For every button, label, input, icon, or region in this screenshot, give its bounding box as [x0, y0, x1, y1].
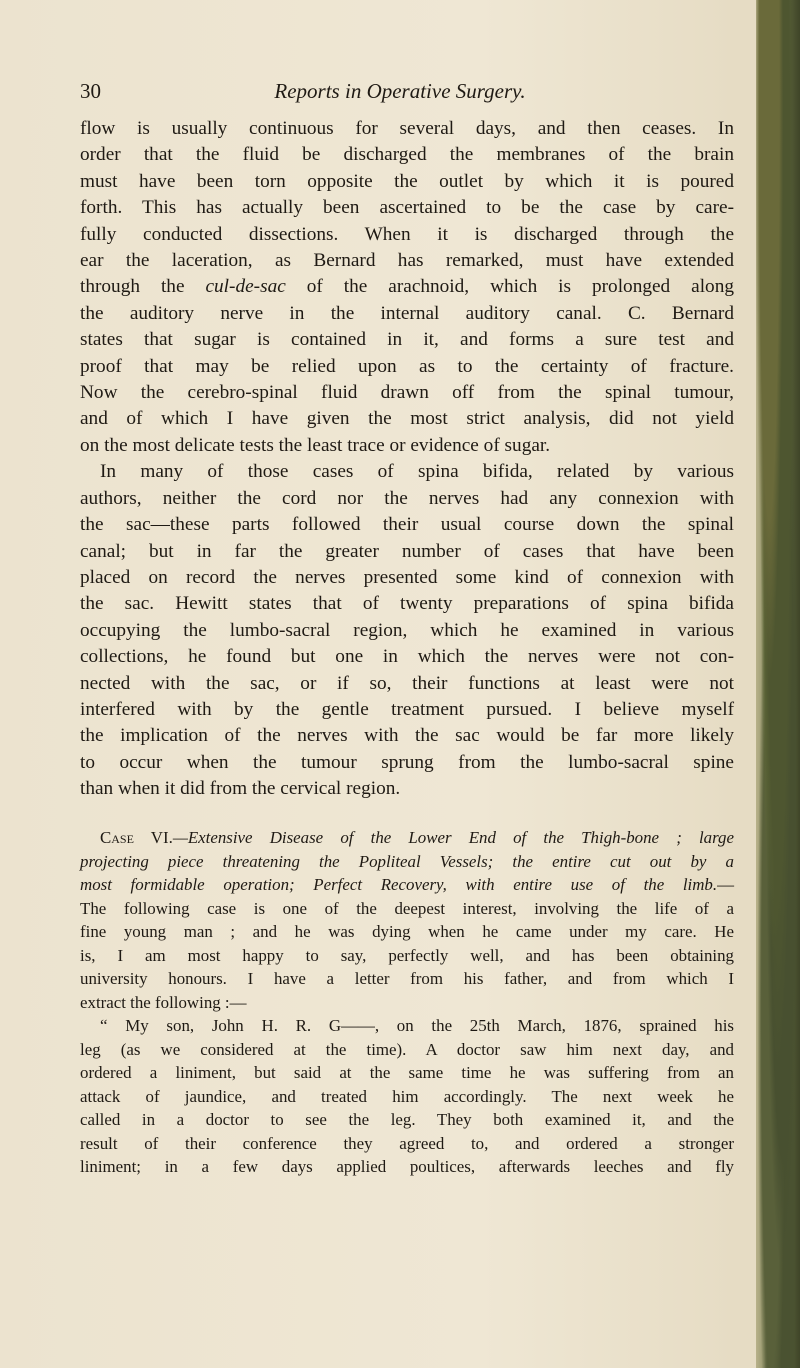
text-line: must have been torn opposite the outlet by which it is poured: [80, 170, 734, 192]
text-line: forth. This has actually been ascertained to be the case by care-: [80, 197, 734, 219]
case-title-line: [80, 873, 734, 897]
text-line: The following case is one of the deepest interest, involving the life of a: [80, 898, 734, 918]
page-header: [80, 76, 720, 106]
text-line: university honours. I have a letter from his father, and from which I: [80, 969, 734, 988]
case-title-line: projecting piece threatening the Popliteal Vessels; the entire cut out by a: [80, 851, 734, 871]
text-line: occupying the lumbo-sacral region, which he examined in various: [80, 619, 734, 641]
text-line: collections, he found but one in which the nerves were not con-: [80, 646, 734, 668]
case-heading-line: [80, 826, 734, 850]
text-line: states that sugar is contained in it, and forms a sure test and: [80, 329, 734, 351]
main-paragraphs: [80, 116, 734, 803]
text-line: ear the laceration, as Bernard has remarked, must have extended: [80, 250, 734, 272]
text-line: ordered a liniment, but said at the same time he was suffering from an: [80, 1063, 734, 1082]
text-line: interfered with by the gentle treatment pursued. I believe myself: [80, 698, 734, 720]
text-line: the auditory nerve in the internal auditory canal. C. Bernard: [80, 302, 734, 324]
text-line: [80, 274, 734, 300]
text-segment: of the arachnoid, which is prolonged along: [285, 276, 734, 298]
text-line: the sac. Hewitt states that of twenty preparations of spina bifida: [80, 593, 734, 615]
text-line: than when it did from the cervical region.: [80, 778, 401, 800]
text-line: and of which I have given the most strict analysis, did not yield: [80, 408, 734, 430]
text-line: on the most delicate tests the least trace or evidence of sugar.: [80, 434, 551, 456]
text-line: to occur when the tumour sprung from the lumbo-sacral spine: [80, 751, 734, 773]
case-title: most formidable operation; Perfect Recovery, with entire use of the limb.: [80, 875, 718, 894]
text-line: placed on record the nerves presented some kind of connexion with: [80, 566, 734, 588]
dash: —: [717, 875, 734, 894]
text-line: canal; but in far the greater number of cases that have been: [80, 540, 734, 562]
text-line: the sac—these parts followed their usual course down the spinal: [80, 514, 734, 536]
text-line: leg (as we considered at the time). A doctor saw him next day, and: [80, 1039, 734, 1059]
text-line: Now the cerebro-spinal fluid drawn off from the spinal tumour,: [80, 382, 734, 404]
page-number: 30: [80, 79, 101, 103]
text-segment: through the: [80, 276, 206, 298]
text-line: result of their conference they agreed to, and ordered a stronger: [80, 1133, 734, 1153]
italic-term: cul-de-sac: [205, 276, 286, 298]
case-report: [80, 826, 734, 1179]
text-line: proof that may be relied upon as to the certainty of fracture.: [80, 355, 734, 377]
text-line: is, I am most happy to say, perfectly well, and has been obtaining: [80, 945, 734, 965]
text-line: extract the following :—: [80, 992, 247, 1012]
text-line: nected with the sac, or if so, their functions at least were not: [80, 672, 734, 694]
text-line: liniment; in a few days applied poultices, afterwards leeches and fly: [80, 1157, 734, 1176]
text-line: flow is usually continuous for several days, and then ceases. In: [80, 118, 734, 139]
text-line: fine young man ; and he was dying when he came under my care. He: [80, 922, 734, 941]
text-line: order that the fluid be discharged the membranes of the brain: [80, 144, 734, 166]
text-line: fully conducted dissections. When it is discharged through the: [80, 223, 734, 245]
text-line: called in a doctor to see the leg. They both examined it, and the: [80, 1110, 734, 1129]
case-label: Case VI.: [100, 828, 173, 847]
text-line: authors, neither the cord nor the nerves had any connexion with: [80, 487, 734, 509]
case-title: —Extensive Disease of the Lower End of the Thigh-bone ; large: [172, 828, 734, 847]
text-line: the implication of the nerves with the sac would be far more likely: [80, 725, 734, 747]
text-line: attack of jaundice, and treated him accordingly. The next week he: [80, 1086, 734, 1106]
running-head: Reports in Operative Surgery.: [274, 79, 526, 103]
text-line: In many of those cases of spina bifida, related by various: [100, 461, 734, 483]
book-edge: [756, 0, 800, 1368]
text-line: “ My son, John H. R. G——, on the 25th March, 1876, sprained his: [100, 1016, 734, 1035]
